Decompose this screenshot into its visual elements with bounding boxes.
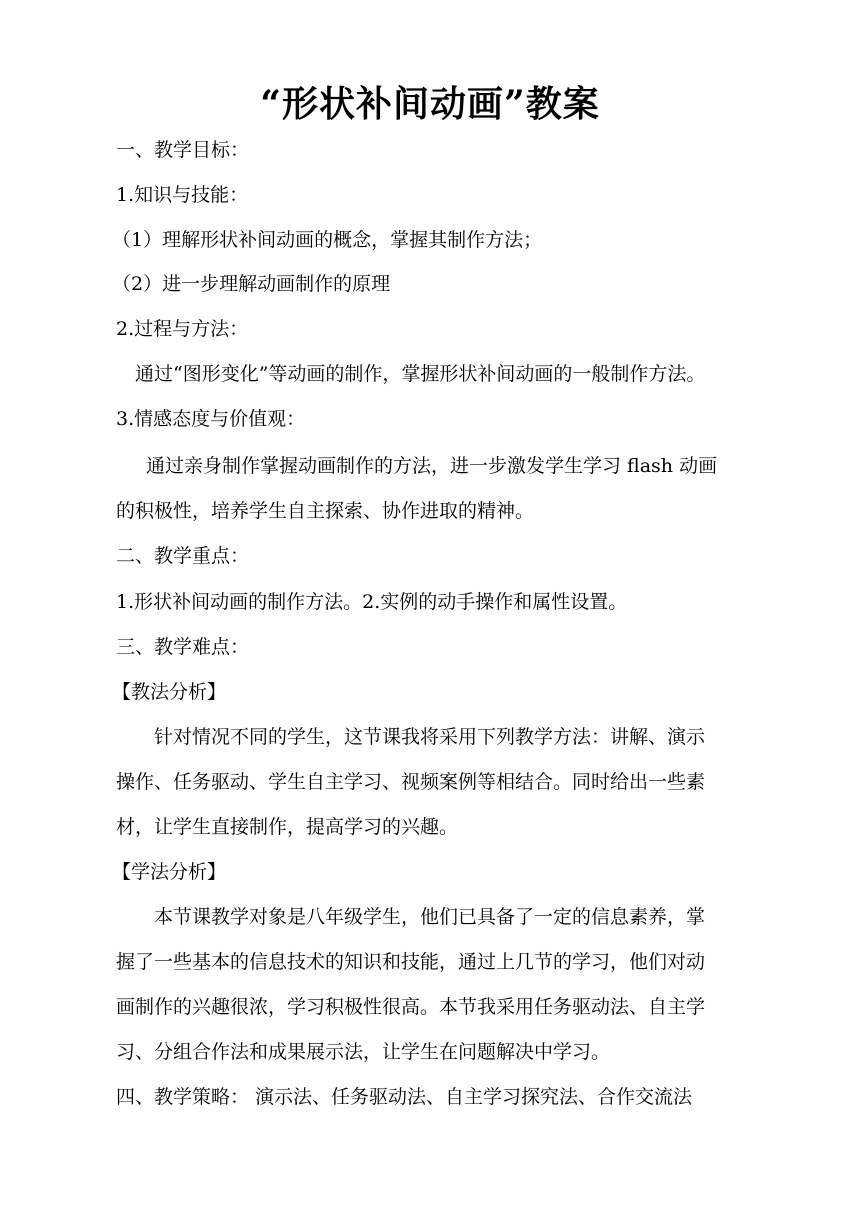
paragraph-teaching-method-line-2: 操作、任务驱动、学生自主学习、视频案例等相结合。同时给出一些素 [116, 771, 706, 793]
paragraph-learning-method-line-4: 习、分组合作法和成果展示法，让学生在问题解决中学习。 [116, 1041, 611, 1063]
list-item-2: （2）进一步理解动画制作的原理 [112, 273, 391, 295]
paragraph-learning-method-line-2: 握了一些基本的信息技术的知识和技能，通过上几节的学习，他们对动 [116, 951, 706, 973]
paragraph-teaching-method-line-3: 材，让学生直接制作，提高学习的兴趣。 [116, 816, 459, 838]
section-heading-difficulties: 三、教学难点： [116, 636, 250, 658]
paragraph-teaching-method-line-1: 针对情况不同的学生，这节课我将采用下列教学方法：讲解、演示 [154, 726, 706, 748]
paragraph-key-points: 1.形状补间动画的制作方法。2.实例的动手操作和属性设置。 [116, 591, 628, 613]
paragraph-learning-method-line-3: 画制作的兴趣很浓，学习积极性很高。本节我采用任务驱动法、自主学 [116, 996, 706, 1018]
paragraph-learning-method-line-1: 本节课教学对象是八年级学生，他们已具备了一定的信息素养，掌 [154, 906, 706, 928]
section-heading-objectives: 一、教学目标： [116, 139, 250, 161]
paragraph-values-line-2: 的积极性，培养学生自主探索、协作进取的精神。 [116, 500, 535, 522]
paragraph-values-line-1: 通过亲身制作掌握动画制作的方法，进一步激发学生学习 flash 动画 [146, 455, 718, 477]
document-title: “形状补间动画”教案 [260, 83, 600, 125]
subheading-process-method: 2.过程与方法： [116, 318, 249, 340]
list-item-1: （1）理解形状补间动画的概念，掌握其制作方法； [112, 229, 543, 251]
section-heading-key-points: 二、教学重点： [116, 545, 250, 567]
subheading-values: 3.情感态度与价值观： [116, 408, 306, 430]
section-heading-strategies: 四、教学策略： 演示法、任务驱动法、自主学习探究法、合作交流法 [116, 1086, 693, 1108]
heading-teaching-method-analysis: 【教法分析】 [112, 681, 227, 703]
subheading-knowledge-skills: 1.知识与技能： [116, 184, 249, 206]
heading-learning-method-analysis: 【学法分析】 [112, 861, 227, 883]
paragraph-process-method: 通过“图形变化”等动画的制作，掌握形状补间动画的一般制作方法。 [135, 363, 706, 385]
